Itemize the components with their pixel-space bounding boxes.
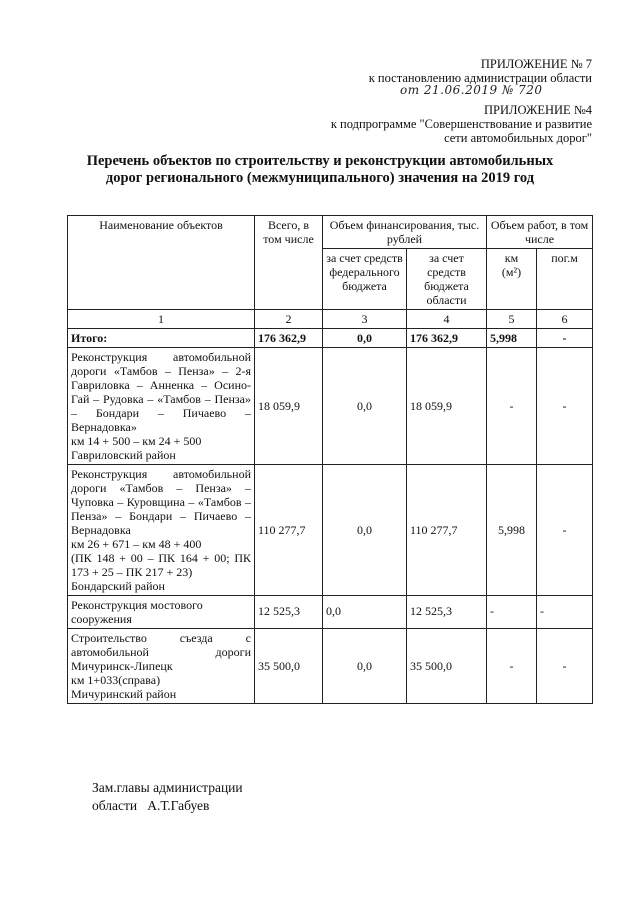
object-regional: 35 500,0 bbox=[407, 629, 487, 704]
appendix-4-header bbox=[331, 103, 592, 145]
appendix-4-subprogram: к подпрограмме "Совершенствование и развитие bbox=[330, 117, 592, 131]
header-federal: за счет средств федерального бюджета bbox=[323, 249, 407, 310]
column-number: 4 bbox=[407, 310, 487, 329]
object-pog-m: - bbox=[537, 629, 593, 704]
object-total: 12 525,3 bbox=[255, 596, 323, 629]
total-regional: 176 362,9 bbox=[407, 329, 487, 348]
object-district: Гавриловский район bbox=[71, 448, 176, 462]
total-label: Итого: bbox=[68, 329, 255, 348]
object-total: 110 277,7 bbox=[255, 465, 323, 596]
object-district: Мичуринский район bbox=[71, 687, 177, 701]
appendix-7-reference: к постановлению администрации области bbox=[368, 71, 592, 85]
object-name: Реконструкция автомобильной дороги «Тамбов – Пенза» – 2-я Гавриловка – Анненка – Осино-Гай – Рудовка – «Тамбов – Пенза» – Бондари – Пичаево – Вернадовка» bbox=[71, 350, 251, 434]
handwritten-date-number: от 21.06.2019 № 720 bbox=[400, 83, 543, 97]
object-km: - bbox=[487, 596, 537, 629]
header-financing: Объем финансирования, тыс. рублей bbox=[323, 216, 487, 249]
signature-position: Зам.главы администрации bbox=[92, 780, 243, 795]
column-number: 3 bbox=[323, 310, 407, 329]
object-name: Реконструкция мостового сооружения bbox=[71, 598, 203, 626]
object-name-cell bbox=[68, 629, 255, 704]
object-km: - bbox=[487, 348, 537, 465]
object-total: 35 500,0 bbox=[255, 629, 323, 704]
object-km: - bbox=[487, 629, 537, 704]
total-sum: 176 362,9 bbox=[255, 329, 323, 348]
object-regional: 110 277,7 bbox=[407, 465, 487, 596]
total-pog-m: - bbox=[537, 329, 593, 348]
appendix-4-title: ПРИЛОЖЕНИЕ №4 bbox=[483, 103, 592, 117]
document-title bbox=[60, 153, 580, 187]
object-km-range: км 26 + 671 – км 48 + 400 bbox=[71, 537, 202, 551]
object-name-cell bbox=[68, 465, 255, 596]
appendix-7-header bbox=[369, 57, 592, 85]
header-m2: (м²) bbox=[501, 265, 522, 279]
header-name: Наименование объектов bbox=[68, 216, 255, 310]
total-federal: 0,0 bbox=[323, 329, 407, 348]
object-district: Бондарский район bbox=[71, 579, 165, 593]
total-km: 5,998 bbox=[487, 329, 537, 348]
header-row-1 bbox=[68, 216, 593, 249]
header-pog-m: пог.м bbox=[537, 249, 593, 310]
objects-table bbox=[67, 215, 593, 704]
header-work-volume: Объем работ, в том числе bbox=[487, 216, 593, 249]
table-row bbox=[68, 348, 593, 465]
signature-region: области bbox=[92, 798, 138, 813]
table-row bbox=[68, 596, 593, 629]
object-total: 18 059,9 bbox=[255, 348, 323, 465]
object-pk-range: (ПК 148 + 00 – ПК 164 + 00; ПК 173 + 25 – ПК 217 + 23) bbox=[71, 551, 251, 579]
signature-line-2 bbox=[92, 797, 243, 815]
header-regional: за счет средств бюджета области bbox=[407, 249, 487, 310]
header-total: Всего, в том числе bbox=[255, 216, 323, 310]
object-federal: 0,0 bbox=[323, 348, 407, 465]
object-name-cell bbox=[68, 596, 255, 629]
table-row bbox=[68, 629, 593, 704]
column-number: 2 bbox=[255, 310, 323, 329]
object-regional: 12 525,3 bbox=[407, 596, 487, 629]
object-name: Строительство съезда с автомобильной дороги Мичуринск-Липецк bbox=[71, 631, 251, 673]
object-pog-m: - bbox=[537, 348, 593, 465]
object-km: 5,998 bbox=[487, 465, 537, 596]
object-name-cell bbox=[68, 348, 255, 465]
appendix-7-title: ПРИЛОЖЕНИЕ № 7 bbox=[480, 57, 592, 71]
appendix-4-subprogram-cont: сети автомобильных дорог" bbox=[444, 131, 592, 145]
signature-block bbox=[92, 779, 243, 815]
object-pog-m: - bbox=[537, 465, 593, 596]
column-number: 6 bbox=[537, 310, 593, 329]
header-km-m2 bbox=[487, 249, 537, 310]
column-number: 5 bbox=[487, 310, 537, 329]
object-federal: 0,0 bbox=[323, 465, 407, 596]
object-federal: 0,0 bbox=[323, 596, 407, 629]
object-km-range: км 14 + 500 – км 24 + 500 bbox=[71, 434, 202, 448]
total-row bbox=[68, 329, 593, 348]
table-row bbox=[68, 465, 593, 596]
signature-name: А.Т.Габуев bbox=[147, 798, 210, 813]
column-number-row bbox=[68, 310, 593, 329]
column-number: 1 bbox=[68, 310, 255, 329]
object-pog-m: - bbox=[537, 596, 593, 629]
object-federal: 0,0 bbox=[323, 629, 407, 704]
title-line-1: Перечень объектов по строительству и реконструкции автомобильных bbox=[86, 153, 554, 169]
object-regional: 18 059,9 bbox=[407, 348, 487, 465]
object-name: Реконструкция автомобильной дороги «Тамбов – Пенза» – Чуповка – Куровщина – «Тамбов – Пенза» – Бондари – Пичаево – Вернадовка bbox=[71, 467, 251, 537]
title-line-2: дорог регионального (межмуниципального) значения на 2019 год bbox=[105, 170, 535, 186]
object-km-range: км 1+033(справа) bbox=[71, 673, 161, 687]
header-km: км bbox=[504, 251, 519, 265]
